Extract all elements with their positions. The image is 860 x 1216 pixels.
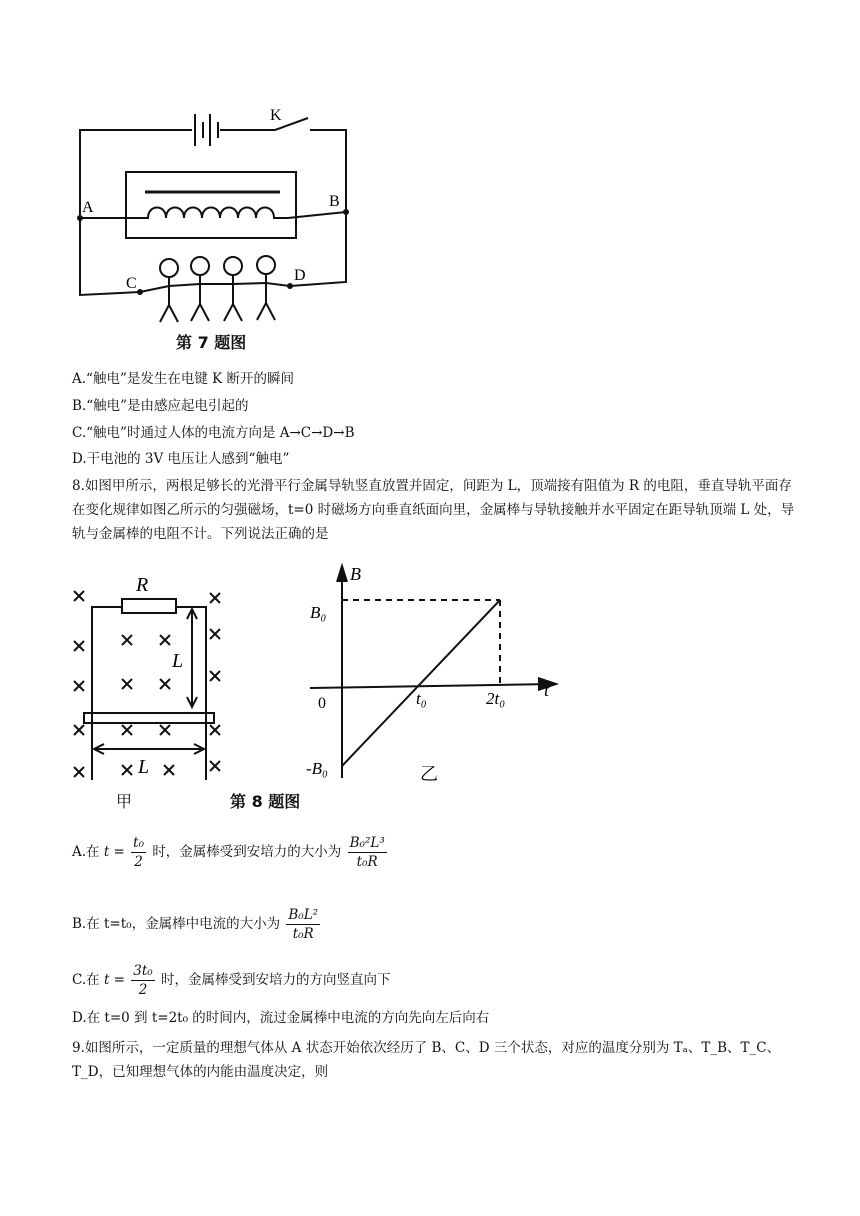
q8-option-d: D.在 t=0 到 t=2t₀ 的时间内，流过金属棒中电流的方向先向左后向右: [72, 1010, 490, 1026]
fraction-t0-over-2: $\frac{\text{t₀}}{2}$: [133, 835, 145, 870]
fraction-3t0-over-2: $\frac{\text{3t₀}}{2}$: [133, 963, 153, 998]
fraction-force: $\frac{\text{B₀²L³}}{\text{t₀R}}$: [349, 835, 385, 870]
figure-8-yi-graph: [300, 560, 570, 790]
q7-option-c: C.“触电”时通过人体的电流方向是 A→C→D→B: [72, 425, 355, 441]
neg-b0-label: -B₀: [306, 759, 328, 778]
q7-option-d: D.干电池的 3V 电压让人感到“触电”: [72, 451, 290, 467]
q8-option-c: C.在 t = $\frac{\text{3t₀}}{2}$ 时，金属棒受到安培力的方向竖直向下: [72, 963, 391, 998]
label-c: C: [126, 275, 137, 292]
label-l-vertical: L: [172, 650, 184, 672]
axis-t-label: t: [544, 680, 550, 700]
q8-stem: 8.如图甲所示，两根足够长的光滑平行金属导轨竖直放置并固定，间距为 L，顶端接有阻值为 R 的电阻，垂直导轨平面存在变化规律如图乙所示的匀强磁场，t=0 时磁场方向垂直纸面向里，金属棒与导轨接触并水平固定在距导轨顶端 L 处，导轨与金属棒的电阻不计。下列说法正确的是: [72, 478, 795, 542]
q9-stem: 9.如图所示，一定质量的理想气体从 A 状态开始依次经历了 B、C、D 三个状态，对应的温度分别为 Tₐ、T_B、T_C、T_D，已知理想气体的内能由温度决定，则: [72, 1040, 781, 1080]
axis-b-label: B: [350, 564, 361, 584]
figure-8-yi-name: 乙: [420, 764, 438, 785]
b0-label: B₀: [310, 603, 327, 622]
people-chain-icon: [140, 256, 290, 322]
figure-8-jia-name: 甲: [116, 792, 133, 811]
b-t-line: [342, 600, 500, 766]
label-r: R: [136, 574, 149, 596]
figure-7-circuit: [70, 100, 370, 360]
label-k: K: [270, 107, 282, 124]
t0-label: t₀: [416, 689, 427, 708]
figure-7-caption: 第 7 题图: [176, 333, 247, 352]
q7-option-a: A.“触电”是发生在电键 K 断开的瞬间: [72, 371, 295, 387]
figure-8-jia: [68, 565, 238, 795]
label-b: B: [329, 193, 340, 210]
figure-8-caption: 第 8 题图: [230, 792, 301, 811]
label-a: A: [82, 199, 94, 216]
q8-option-a: A.在 t = $\frac{\text{t₀}}{2}$ 时，金属棒受到安培力的大小为 $\frac{\text{B₀²L³}}{\text{t₀R}}$: [72, 835, 385, 870]
fraction-current: $\frac{\text{B₀L²}}{\text{t₀R}}$: [288, 907, 319, 942]
q7-option-b: B.“触电”是由感应起电引起的: [72, 398, 249, 414]
two-t0-label: 2t₀: [486, 689, 506, 708]
label-l-horizontal: L: [138, 756, 150, 778]
label-d: D: [294, 267, 306, 284]
origin-label: 0: [318, 695, 326, 712]
q8-option-b: B.在 t=t₀，金属棒中电流的大小为 $\frac{\text{B₀L²}}{\text{t₀R}}$: [72, 907, 319, 942]
